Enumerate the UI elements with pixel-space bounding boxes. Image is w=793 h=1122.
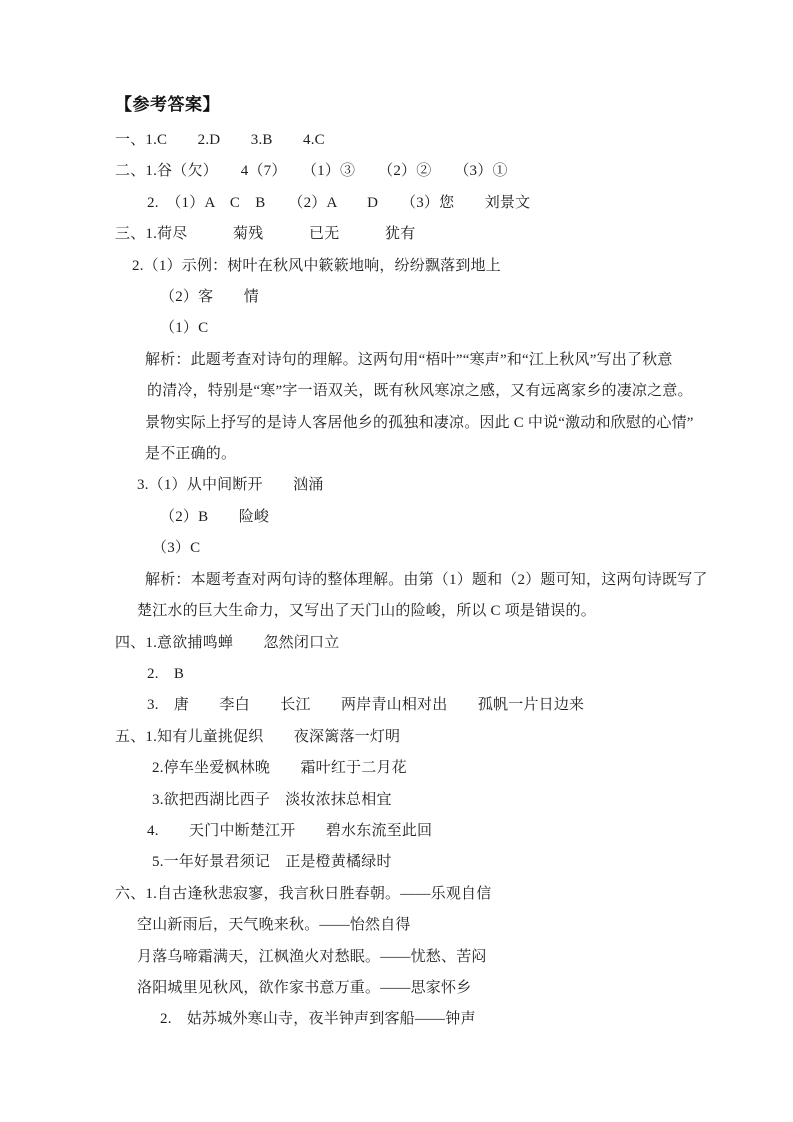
answer-lines [115, 125, 738, 1036]
answer-line-section2-item1: 二、1.谷（欠） 4（7） （1）③ （2）② （3）① [115, 163, 508, 180]
answer-line-section6-item1-row3: 月落乌啼霜满天，江枫渔火对愁眠。——忧愁、苦闷 [137, 948, 487, 965]
answer-line-section3-analysis1-row3: 景物实际上抒写的是诗人客居他乡的孤独和凄凉。因此 C 中说“激动和欣慰的心情” [145, 414, 694, 431]
answer-line-section6-item2: 2. 姑苏城外寒山寺，夜半钟声到客船——钟声 [160, 1011, 476, 1028]
answer-line-section3-analysis1-row1: 解析：此题考查对诗句的理解。这两句用“梧叶”“寒声”和“江上秋风”写出了秋意 [145, 351, 673, 368]
answer-line-section3-item3-part3: （3）C [152, 540, 201, 557]
answer-line-section3-item3-part1: 3.（1）从中间断开 汹涌 [137, 477, 324, 494]
answer-line-section3-item2-part2: （2）客 情 [160, 289, 259, 306]
answer-line-section5-item5: 5.一年好景君须记 正是橙黄橘绿时 [152, 854, 392, 871]
answer-line-section3-item2-part1: 2.（1）示例：树叶在秋风中簌簌地响，纷纷飘落到地上 [132, 257, 501, 274]
answer-line-section5-item2: 2.停车坐爱枫林晚 霜叶红于二月花 [152, 760, 407, 777]
answer-line-section1-multiple-choice: 一、1.C 2.D 3.B 4.C [115, 132, 325, 148]
answer-line-section3-analysis1-row4: 是不正确的。 [145, 446, 237, 463]
page-title: 【参考答案】 [115, 95, 220, 114]
answer-line-section2-item2: 2. （1）A C B （2）A D （3）您 刘景文 [147, 194, 531, 211]
answer-line-section3-item1: 三、1.荷尽 菊残 已无 犹有 [115, 226, 416, 243]
answer-line-section4-item2: 2. B [147, 665, 185, 682]
answer-line-section4-item1: 四、1.意欲捕鸣蝉 忽然闭口立 [115, 634, 340, 651]
answer-line-section5-item4: 4. 天门中断楚江开 碧水东流至此回 [147, 822, 433, 839]
answer-line-section5-item3: 3.欲把西湖比西子 淡妆浓抹总相宜 [152, 791, 392, 808]
answer-line-section3-item3-part2: （2）B 险峻 [160, 508, 270, 525]
answer-line-section6-item1-row4: 洛阳城里见秋风，欲作家书意万重。——思家怀乡 [137, 979, 472, 996]
answer-line-section3-analysis2-row2: 楚江水的巨大生命力，又写出了天门山的险峻，所以 C 项是错误的。 [137, 603, 596, 620]
answer-line-section6-item1-row2: 空山新雨后，天气晚来秋。——怡然自得 [137, 917, 411, 934]
answer-line-section6-item1-row1: 六、1.自古逢秋悲寂寥，我言秋日胜春朝。——乐观自信 [115, 885, 492, 902]
answer-line-section3-analysis1-row2: 的清冷，特别是“寒”字一语双关，既有秋风寒凉之感，又有远离家乡的凄凉之意。 [147, 383, 693, 400]
answer-line-section3-item2-part3: （1）C [160, 320, 209, 337]
answer-line-section4-item3: 3. 唐 李白 长江 两岸青山相对出 孤帆一片日边来 [147, 697, 585, 714]
answer-line-section5-item1: 五、1.知有儿童挑促织 夜深篱落一灯明 [115, 728, 401, 745]
answer-line-section3-analysis2-row1: 解析：本题考查对两句诗的整体理解。由第（1）题和（2）题可知，这两句诗既写了 [145, 571, 708, 588]
